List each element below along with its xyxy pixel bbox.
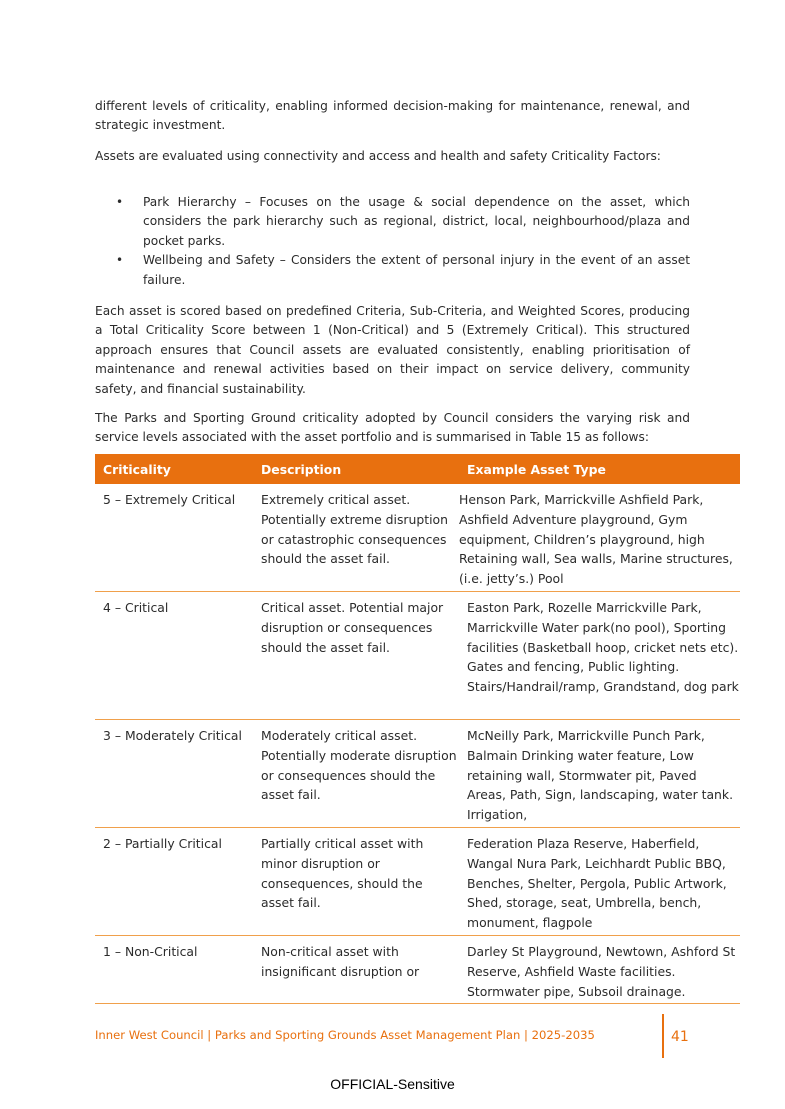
header-description: Description (261, 462, 342, 477)
cell-criticality: 3 – Moderately Critical (103, 728, 242, 743)
cell-example: Federation Plaza Reserve, Haberfield, Wangal Nura Park, Leichhardt Public BBQ, Benches, Shelter, Pergola, Public Artwork, Shed, storage, seat, Umbrella, bench, monument, flagpole (467, 836, 727, 931)
list-item (95, 193, 690, 251)
table-header (95, 454, 740, 484)
cell-example: Henson Park, Marrickville Ashfield Park, Ashfield Adventure playground, Gym equipment, Children’s playground, high Retaining wall, Sea walls, Marine structures,(i.e. jetty’s.) Pool (459, 492, 733, 587)
footer-divider (662, 1014, 664, 1058)
header-criticality: Criticality (103, 462, 171, 477)
table-row (95, 484, 740, 592)
paragraph-intro-continued: different levels of criticality, enabling informed decision-making for maintenance, renewal, and strategic investment. (95, 99, 690, 133)
cell-description: Moderately critical asset. Potentially moderate disruption or consequences should the asset fail. (261, 728, 457, 803)
table-row (95, 936, 740, 1004)
table-row (95, 720, 740, 828)
cell-example: Easton Park, Rozelle Marrickville Park, Marrickville Water park(no pool), Sporting facilities (Basketball hoop, cricket nets etc). Gates and fencing, Public lighting. Stairs/Handrail/ramp, Grandstand, dog park (467, 600, 739, 695)
bullet-icon: • (116, 195, 124, 209)
cell-example: McNeilly Park, Marrickville Punch Park, Balmain Drinking water feature, Low retaining wall, Stormwater pit, Paved Areas, Path, Sign, landscaping, water tank. Irrigation, (467, 728, 734, 823)
footer-title: Inner West Council | Parks and Sporting Grounds Asset Management Plan | 2025-2035 (95, 1028, 595, 1042)
table-row (95, 828, 740, 936)
paragraph-scoring: Each asset is scored based on predefined Criteria, Sub-Criteria, and Weighted Scores, producing a Total Criticality Score between 1 (Non-Critical) and 5 (Extremely Critical). This structured approach ensures that Council assets are evaluated consistently, enabling prioritisation of maintenance and renewal activities based on their impact on service delivery, community safety, and financial sustainability. (95, 304, 690, 396)
page-number: 41 (671, 1029, 689, 1045)
paragraph-table-intro: The Parks and Sporting Ground criticality adopted by Council considers the varying risk and service levels associated with the asset portfolio and is summarised in Table 15 as follows: (95, 411, 690, 445)
paragraph-evaluation-factors: Assets are evaluated using connectivity and access and health and safety Criticality Factors: (95, 149, 661, 163)
criticality-factors-list (95, 193, 690, 290)
cell-criticality: 2 – Partially Critical (103, 836, 222, 851)
table-row (95, 592, 740, 720)
cell-description: Partially critical asset with minor disruption or consequences, should the asset fail. (261, 836, 424, 911)
cell-description: Non-critical asset with insignificant disruption or (261, 944, 420, 979)
bullet-icon: • (116, 253, 124, 268)
cell-criticality: 5 – Extremely Critical (103, 492, 236, 507)
cell-example: Darley St Playground, Newtown, Ashford St Reserve, Ashfield Waste facilities. Stormwater pipe, Subsoil drainage. (467, 944, 736, 999)
criticality-table (95, 454, 740, 1004)
cell-criticality: 1 – Non-Critical (103, 944, 198, 959)
cell-description: Extremely critical asset. Potentially extreme disruption or catastrophic consequences should the asset fail. (261, 492, 448, 567)
header-example-asset-type: Example Asset Type (467, 462, 606, 477)
classification-label: OFFICIAL-Sensitive (330, 1076, 455, 1092)
list-item-text: Park Hierarchy – Focuses on the usage & social dependence on the asset, which considers the park hierarchy such as regional, district, local, neighbourhood/plaza and pocket parks. (143, 195, 690, 248)
cell-criticality: 4 – Critical (103, 600, 169, 615)
cell-description: Critical asset. Potential major disruption or consequences should the asset fail. (261, 600, 444, 655)
list-item-text: Wellbeing and Safety – Considers the extent of personal injury in the event of an asset failure. (143, 253, 690, 287)
list-item (95, 251, 690, 290)
